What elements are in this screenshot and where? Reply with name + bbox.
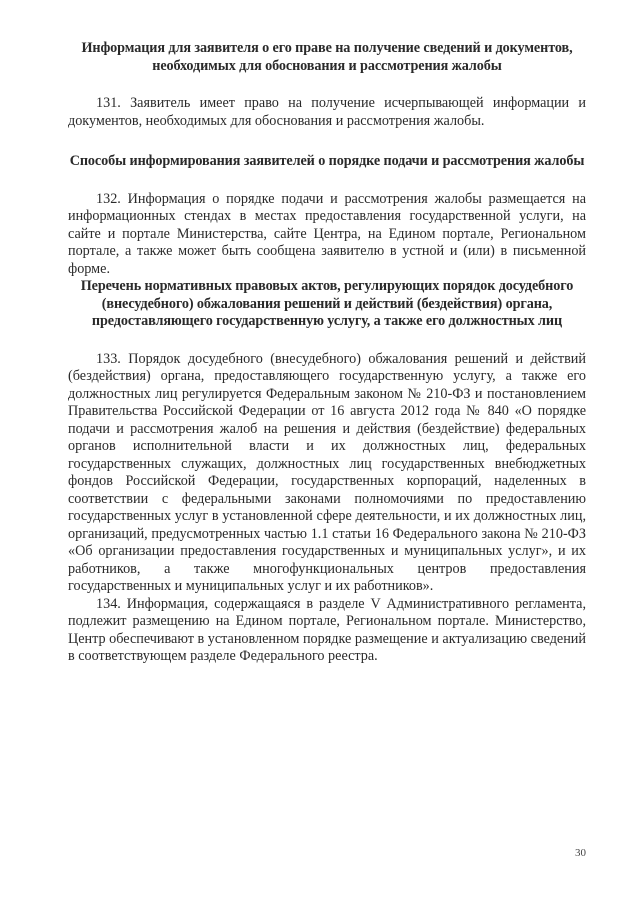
paragraph-133: 133. Порядок досудебного (внесудебного) обжалования решений и действий (бездействия) органа, предоставляющего государственную услугу, а также его должностных лиц регулируется Федеральным законом № 210-ФЗ и постановлением Правительства Российской Федерации от 16 августа 2012 года № 840 «О порядке подачи и рассмотрения жалоб на решения и действия (бездействие) федеральных органов исполнительной власти и их должностных лиц, федеральных государственных служащих, должностных лиц государственных внебюджетных фондов Российской Федерации, государственных корпораций, наделенных в соответствии с федеральными законами полномочиями по предоставлению государственных услуг в установленной сфере деятельности, и их должностных лиц, организаций, предусмотренных частью 1.1 статьи 16 Федерального закона № 210-ФЗ «Об организации предоставления государственных и муниципальных услуг», и их работников, а также многофункциональных центров предоставления государственных и муниципальных услуг и их работников». xyxy=(68,350,586,594)
paragraph-131: 131. Заявитель имеет право на получение исчерпывающей информации и документов, необходимых для обоснования и рассмотрения жалобы. xyxy=(68,95,586,129)
section-heading-informing-methods: Способы информирования заявителей о порядке подачи и рассмотрения жалобы xyxy=(69,153,585,169)
document-page xyxy=(68,40,586,666)
paragraph-134: 134. Информация, содержащаяся в разделе V Административного регламента, подлежит размещению на Едином портале, Региональном портале. Министерство, Центр обеспечивают в установленном порядке размещение и актуализацию сведений в соответствующем разделе Федерального реестра. xyxy=(68,595,586,664)
section-heading-legal-acts: Перечень нормативных правовых актов, регулирующих порядок досудебного (внесудебного) обжалования решений и действий (бездействия) органа, предоставляющего государственную услугу, а также его должностных лиц xyxy=(80,278,574,329)
section-heading-complaint-info-rights: Информация для заявителя о его праве на получение сведений и документов, необходимых для обоснования и рассмотрения жалобы xyxy=(81,40,573,74)
page-number: 30 xyxy=(575,847,586,859)
paragraph-132: 132. Информация о порядке подачи и рассмотрения жалобы размещается на информационных стендах в местах предоставления государственной услуги, на сайте и портале Министерства, сайте Центра, на Едином портале, Региональном портале, а также может быть сообщена заявителю в устной и (или) в письменной форме. xyxy=(68,190,586,277)
